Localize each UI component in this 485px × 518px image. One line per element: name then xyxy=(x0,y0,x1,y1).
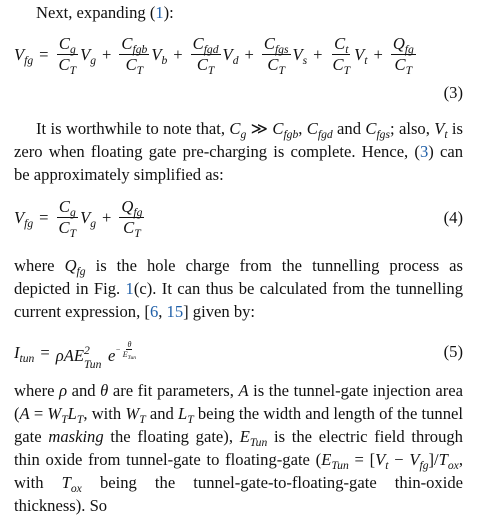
eq3-var-4: $V_s$ xyxy=(292,44,308,67)
eq3-frac-5: $\frac{C_t}{C_T}$ xyxy=(332,33,351,77)
eq3-frac-4: $\frac{C_{fgs}}{C_T}$ xyxy=(263,33,289,77)
equation-4-number: (4) xyxy=(443,208,463,227)
eq4-var-1: $V_g$ xyxy=(80,207,97,230)
eq5-exponent: − $\frac{\theta}{E_{Tun}}$ xyxy=(115,340,137,361)
citation-link[interactable]: 6 xyxy=(149,302,159,321)
eq3-frac-1: $\frac{C_g}{C_T}$ xyxy=(58,33,77,77)
eq4-plus: + xyxy=(102,207,112,227)
eq-ref-link[interactable]: 1 xyxy=(155,3,164,22)
equation-4-body xyxy=(14,195,146,239)
paragraph-2: It is worthwhile to note that, $C_g$ ≫ $C_{fgb}$, $C_{fgd}$ and $C_{fgs}$; also, $V_t$ is zero when floating gate pre-charging is complete. Hence, (3) can be approximately simplified as: xyxy=(14,119,464,184)
eq5-rhs: ρAE 2 Tun e − $\frac{\theta}{E_{Tun}}$ xyxy=(55,340,137,371)
eq4-frac-1: $\frac{C_g}{C_T}$ xyxy=(58,196,77,240)
eq3-plus: + xyxy=(173,44,183,64)
eq3-equals: = xyxy=(39,44,49,64)
eq3-lhs: $V_{fg}$ xyxy=(14,44,34,67)
eq3-var-3: $V_d$ xyxy=(222,44,239,67)
equation-5 xyxy=(14,338,463,371)
intro-tail: ): xyxy=(163,3,174,22)
intro-line xyxy=(14,1,463,24)
equation-3-body xyxy=(14,32,418,76)
eq3-plus: + xyxy=(102,44,112,64)
eq3-var-1: $V_g$ xyxy=(80,44,97,67)
intro-text: Next, expanding ( xyxy=(36,3,156,22)
eq4-equals: = xyxy=(39,207,49,227)
figure-ref-link[interactable]: 1 xyxy=(125,279,134,298)
eq3-plus: + xyxy=(373,44,383,64)
eq-ref-link[interactable]: 3 xyxy=(419,142,429,161)
eq5-equals: = xyxy=(40,343,50,362)
eq3-var-2: $V_b$ xyxy=(151,44,168,67)
eq4-frac-2: $\frac{Q_{fg}}{C_T}$ xyxy=(121,196,143,240)
eq4-lhs: $V_{fg}$ xyxy=(14,207,34,230)
citation-link[interactable]: 15 xyxy=(166,302,184,321)
paragraph-3: where $Q_{fg}$ is the hole charge from the tunnelling process as depicted in Fig. 1(c). It can thus be calculated from the tunnelling current expression, [6, 15] given by: xyxy=(14,256,464,321)
equation-5-number: (5) xyxy=(443,342,463,361)
eq3-var-5: $V_t$ xyxy=(354,44,368,67)
eq3-frac-3: $\frac{C_{fgd}}{C_T}$ xyxy=(192,33,219,77)
equation-4 xyxy=(14,195,463,241)
equation-3-number: (3) xyxy=(443,83,463,102)
paragraph-4: where ρ and θ are fit parameters, A is the tunnel-gate injection area ($A = W_TL_T$, with $W_T$ and $L_T$ being the width and length of the tunnel gate masking the floating gate), $E_{Tun}$ is the electric field through thin oxide from tunnel-gate to floating-gate ($E_{Tun} = [V_t - V_{fg}]/T_{ox}$, with $T_{ox}$ being the tunnel-gate-to-floating-gate thin-oxide thickness). So xyxy=(14,381,464,515)
equation-3 xyxy=(14,32,463,116)
eq3-plus: + xyxy=(313,44,323,64)
eq3-frac-2: $\frac{C_{fgb}}{C_T}$ xyxy=(121,33,148,77)
eq3-frac-6: $\frac{Q_{fg}}{C_T}$ xyxy=(392,33,414,77)
equation-5-body xyxy=(14,338,137,371)
eq5-lhs: $I_{tun}$ xyxy=(14,343,35,366)
eq3-plus: + xyxy=(244,44,254,64)
